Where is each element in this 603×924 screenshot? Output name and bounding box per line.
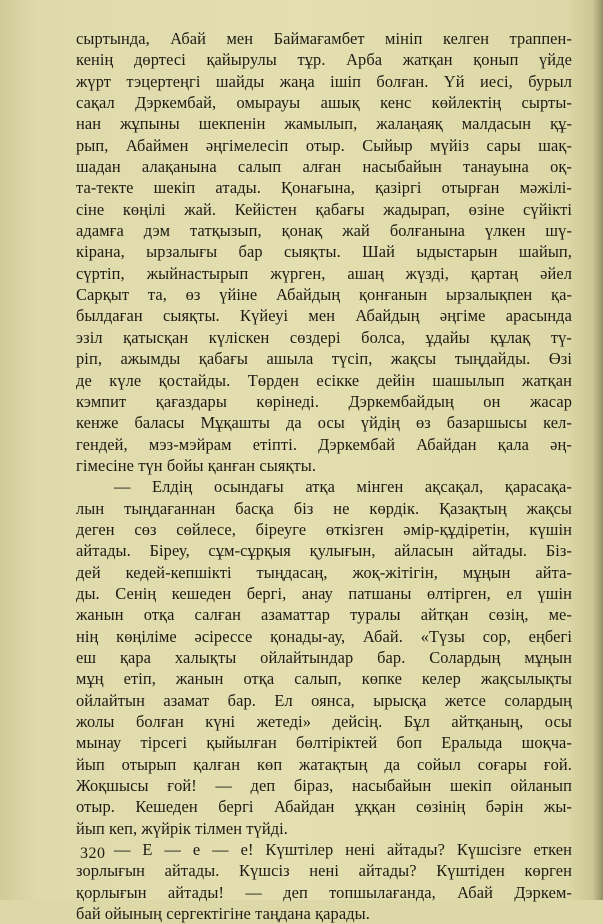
text-line: жанын отқа салған азаматтар туралы айтқан сөзің, ме- xyxy=(76,605,572,625)
text-line: адамға дэм татқызып, қонақ жай болғанына үлкен шү- xyxy=(76,221,572,241)
text-line: та-текте шекіп атады. Қонағына, қазіргі отырған мәжілі- xyxy=(76,178,572,198)
text-line: ойлайтын азамат бар. Ел оянса, ырысқа жетсе солардың xyxy=(76,690,572,710)
text-line: нан жұпыны шекпенін жамылып, жалаңаяқ малдасын құ- xyxy=(76,114,572,134)
text-line: Сарқыт та, өз үйіне Абайдың қонғанын ырзалықпен қа- xyxy=(76,285,572,305)
text-line: деген сөз сөйлесе, біреуге өткізген әмір-құдіретін, күшін xyxy=(76,519,572,539)
text-line: отыр. Кешеден бергі Абайдан ұққан сөзінің бәрін жы- xyxy=(76,797,572,817)
text-line: жүрт тэцертеңгі шайды жаңа ішіп болған. Үй иесі, бурыл xyxy=(76,71,572,91)
text-line: жолы болған күні жетеді» дейсің. Бұл айтқаның, осы xyxy=(76,712,572,731)
text-line: мұң етіп, жанын отқа салып, көпке келер жақсылықты xyxy=(76,669,572,689)
text-line: бай ойының сергектігіне таңдана қарады. xyxy=(76,904,370,924)
text-line: нің көңіліме әсірессе қонады-ау, Абай. «Түзы сор, еңбегі xyxy=(76,626,572,646)
text-line: дей кедей-кепшікті тыңдасаң, жоқ-жітігін, мұңын айта- xyxy=(76,562,572,582)
page-edge-shadow xyxy=(593,0,603,900)
text-line: гендей, мэз-мэйрам етіпті. Дэркембай Абайдан қала әң- xyxy=(76,434,572,454)
text-line: сүртіп, жыйнастырып жүрген, ашаң жүзді, қартаң әйел xyxy=(76,263,572,283)
text-line: — Елдің осындағы атқа мінген ақсақал, қарасақа- xyxy=(114,477,572,497)
text-line: шадан алақанына салып алған насыбайын танауына оқ- xyxy=(76,157,572,177)
text-line: Жоқшысы ғой! — деп біраз, насыбайын шекіп ойланып xyxy=(76,776,572,796)
body-text xyxy=(76,28,572,924)
text-line: айтады. Біреу, сұм-сұрқыя қулығын, айласын айтады. Біз- xyxy=(76,541,572,561)
text-line: зорлығын айтады. Күшсіз нені айтады? Күштіден көрген xyxy=(76,861,572,881)
text-line: эзіл қатысқан күліскен сөздері болса, ұдайы құлақ тү- xyxy=(76,327,572,347)
text-line: рып, Абаймен әңгімелесіп отыр. Сыйыр мүйіз сары шақ- xyxy=(76,135,572,155)
text-line: — Е — е — е! Күштілер нені айтады? Күшсізге еткен xyxy=(114,840,572,860)
text-line: гімесіне түн бойы қанған сыяқты. xyxy=(76,455,317,475)
text-line: кірана, ырзалығы бар сыяқты. Шай ыдыстарын шайып, xyxy=(76,242,572,262)
text-line: мынау тірсегі қыйылған бөлтіріктей боп Ералыда шоқча- xyxy=(76,733,572,753)
text-line: йып кеп, жүйрік тілмен түйді. xyxy=(76,818,288,838)
text-line: сыртында, Абай мен Баймағамбет мініп келген траппен- xyxy=(76,29,572,48)
text-line: былдаған сыяқты. Күйеуі мен Абайдың әңгіме арасында xyxy=(76,306,572,326)
text-line: кенің дөртесі қайырулы тұр. Арба жатқан қонып үйде xyxy=(76,50,572,70)
text-line: сіне көңілі жай. Кейістен қабағы жадырап, өзіне сүйікті xyxy=(76,199,572,219)
text-line: лын тыңдағаннан басқа біз не көрдік. Қазақтың жақсы xyxy=(76,498,572,518)
text-line: йып отырып қалған көп жатақтың да сойыл соғары ғой. xyxy=(76,754,572,774)
text-line: кенже баласы Мұқашты да осы үйдің өз базаршысы кел- xyxy=(76,413,572,433)
text-line: қорлығын айтады! — деп топшылағанда, Абай Дэркем- xyxy=(76,882,572,902)
text-line: еш қара халықты ойлайтындар бар. Солардың мұңын xyxy=(76,647,572,667)
text-line: де күле қостайды. Төрден есікке дейін шашылып жатқан xyxy=(76,370,572,390)
page-number: 320 xyxy=(80,845,106,862)
text-line: сақал Дэркембай, омырауы ашық кенс көйлектің сырты- xyxy=(76,93,572,113)
text-line: кэмпит қағаздары көрінеді. Дэркембайдың он жасар xyxy=(76,391,572,411)
text-line: ды. Сенің кешеден бергі, анау патшаны өлтірген, ел үшін xyxy=(76,583,572,603)
text-line: ріп, ажымды қабағы ашыла түсіп, жақсы тыңдайды. Өзі xyxy=(76,349,572,369)
